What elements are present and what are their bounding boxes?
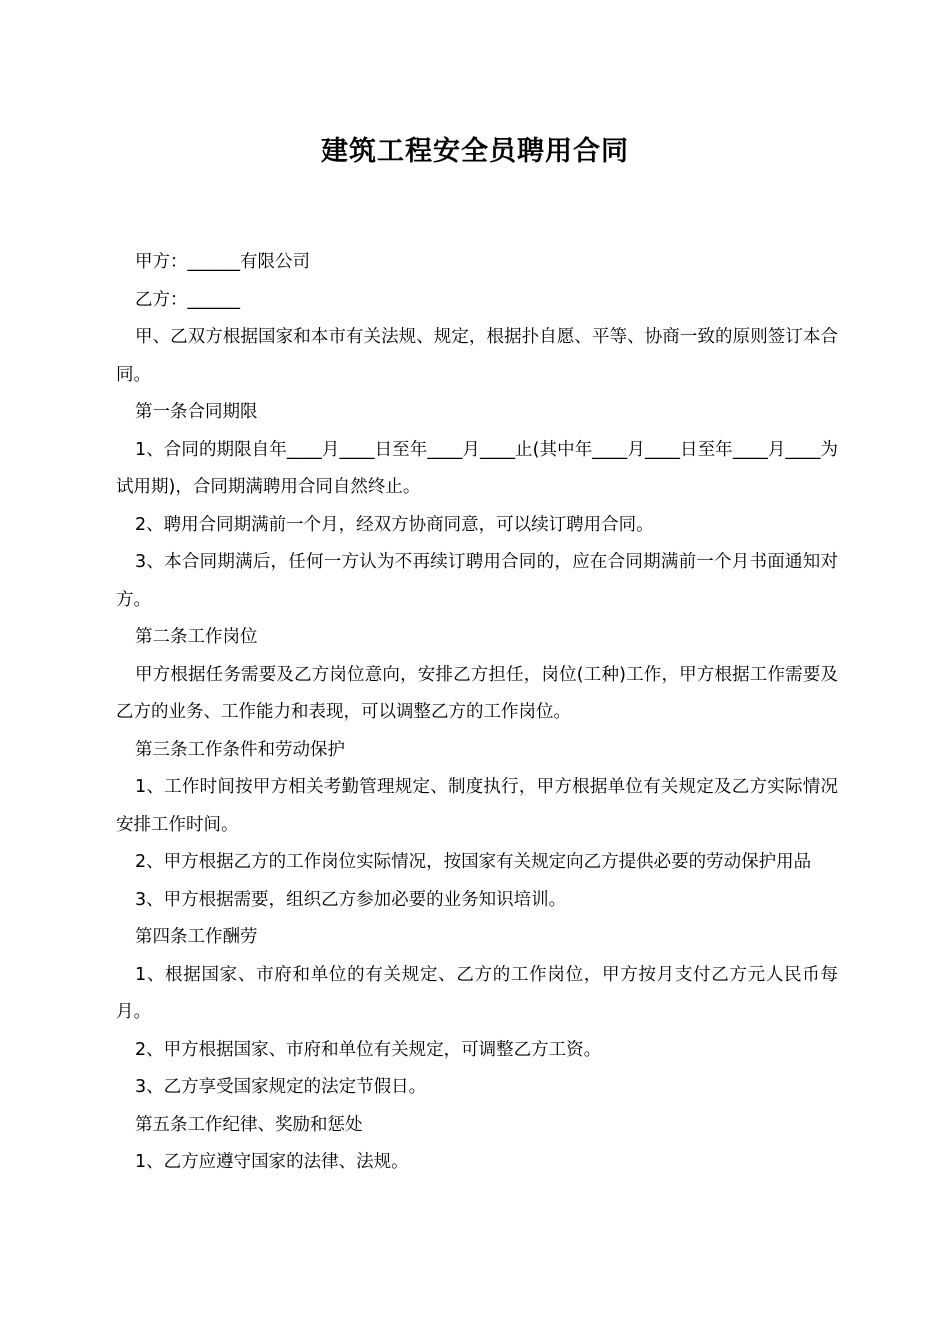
party-b-line: 乙方：______ — [135, 289, 240, 310]
article-4-clause-1: 1、根据国家、市府和单位的有关规定、乙方的工作岗位，甲方按月支付乙方元人民币每月。 — [116, 964, 838, 1022]
article-5-heading: 第五条工作纪律、奖励和惩处 — [135, 1114, 363, 1135]
article-4-clause-3: 3、乙方享受国家规定的法定节假日。 — [135, 1077, 427, 1097]
article-3-clause-1: 1、工作时间按甲方相关考勤管理规定、制度执行，甲方根据单位有关规定及乙方实际情况安排工作时间。 — [116, 777, 838, 835]
article-4-heading: 第四条工作酬劳 — [135, 927, 258, 947]
article-3-clause-3: 3、甲方根据需要，组织乙方参加必要的业务知识培训。 — [135, 889, 567, 910]
article-1-clause-1: 1、合同的期限自年____月____日至年____月____止(其中年____月____日至年____月____为试用期)，合同期满聘用合同自然终止。 — [116, 439, 838, 497]
article-3-heading: 第三条工作条件和劳动保护 — [135, 739, 345, 760]
preamble-paragraph: 甲、乙双方根据国家和本市有关法规、规定，根据扑自愿、平等、协商一致的原则签订本合同。 — [116, 327, 838, 385]
article-2-text: 甲方根据任务需要及乙方岗位意向，安排乙方担任，岗位(工种)工作，甲方根据工作需要及乙方的业务、工作能力和表现，可以调整乙方的工作岗位。 — [116, 664, 838, 722]
article-1-heading: 第一条合同期限 — [135, 402, 258, 422]
article-5-clause-1: 1、乙方应遵守国家的法律、法规。 — [135, 1152, 409, 1172]
article-2-heading: 第二条工作岗位 — [135, 627, 258, 647]
document-title: 建筑工程安全员聘用合同 — [321, 136, 629, 167]
article-1-clause-3: 3、本合同期满后，任何一方认为不再续订聘用合同的，应在合同期满前一个月书面通知对方。 — [116, 552, 838, 610]
article-4-clause-2: 2、甲方根据国家、市府和单位有关规定，可调整乙方工资。 — [135, 1039, 602, 1060]
article-1-clause-2: 2、聘用合同期满前一个月，经双方协商同意，可以续订聘用合同。 — [135, 514, 654, 535]
document-body — [116, 244, 838, 1182]
article-3-clause-2: 2、甲方根据乙方的工作岗位实际情况，按国家有关规定向乙方提供必要的劳动保护用品 — [135, 852, 812, 872]
party-a-line: 甲方：______有限公司 — [135, 252, 310, 272]
